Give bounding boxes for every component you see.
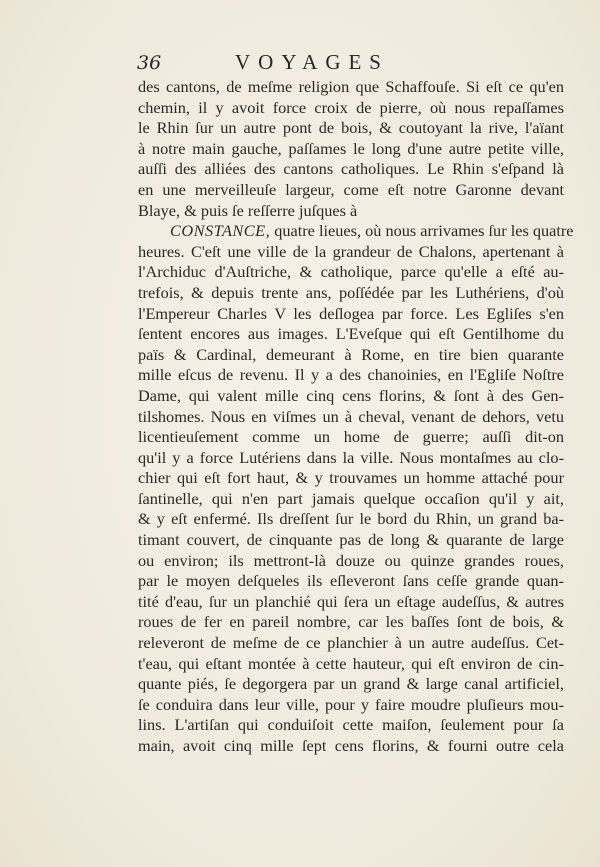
text-line: licentieuſement comme un home de guerre; auſſi dit-on	[138, 427, 564, 447]
text-line: mille eſcus de revenu. Il y a des chanoinies, en l'Egliſe Noſtre	[138, 365, 564, 385]
text-line: heures. C'eſt une ville de la grandeur de Chalons, apertenant à	[138, 241, 564, 261]
page-number: 36	[137, 52, 162, 74]
running-title: VOYAGES	[234, 50, 389, 74]
text-line: tilshomes. Nous en viſmes un à cheval, venant de dehors, vetu	[138, 406, 564, 426]
text-line: chemin, il y avoit force croix de pierre, où nous repaſſames	[138, 97, 564, 117]
text-line: roues de fer en pareil nombre, car les baſſes ſont de bois, &	[138, 612, 564, 632]
text-line: en une merveilleuſe largeur, come eſt notre Garonne devant	[138, 179, 564, 199]
text-line: ou environ; ils mettront-là douze ou quinze grandes roues,	[138, 550, 564, 570]
text-line-rest: quatre lieues, où nous arrivames ſur les quatre	[274, 221, 574, 241]
paragraph-start-line	[138, 221, 574, 242]
text-line: timant couvert, de cinquante pas de long & quarante de large	[138, 530, 564, 550]
text-line: tité d'eau, ſur un planchié qui ſera un eſtage audeſſus, & autres	[138, 591, 564, 611]
text-line: ſentent encores aus images. L'Eveſque qui eſt Gentilhome du	[138, 324, 564, 344]
text-line: quante piés, ſe degorgera par un grand & large canal artificiel,	[138, 674, 564, 694]
text-line: trefois, & depuis trente ans, poſſédée par les Luthériens, d'où	[138, 282, 564, 302]
body-text	[138, 77, 574, 757]
text-line: à notre main gauche, paſſames le long d'une autre petite ville,	[138, 138, 564, 158]
text-line: par le moyen deſqueles ils eſleveront ſans ceſſe grande quan-	[138, 571, 564, 591]
text-line: qu'il y a force Lutériens dans la ville. Nous montaſmes au clo-	[138, 447, 564, 467]
text-line: chier qui eſt fort haut, & y trouvames un homme attaché pour	[138, 468, 564, 488]
text-line: main, avoit cinq mille ſept cens florins, & fourni outre cela	[138, 736, 564, 755]
text-line: Blaye, & puis ſe reſſerre juſques à	[138, 200, 358, 220]
text-line: auſſi des alliées des cantons catholiques. Le Rhin s'eſpand là	[138, 159, 564, 179]
text-line: t'eau, qui eſtant montée à cette hauteur, qui eſt environ de cin-	[138, 653, 564, 673]
text-line: le Rhin ſur un autre pont de bois, & coutoyant la rive, l'aïant	[138, 118, 564, 138]
text-line: païs & Cardinal, demeurant à Rome, en tire bien quarante	[138, 344, 564, 364]
text-line: l'Archiduc d'Auſtriche, & catholique, parce qu'elle a eſté au-	[138, 262, 564, 282]
text-line: ſantinelle, qui n'en part jamais quelque occaſion qu'il y ait,	[138, 488, 564, 508]
text-line: des cantons, de meſme religion que Schaffouſe. Si eſt ce qu'en	[138, 77, 564, 96]
place-name-constance: CONSTANCE,	[170, 221, 271, 241]
text-line: releveront de meſme de ce planchier à un autre audeſſus. Cet-	[138, 633, 564, 653]
text-line: Dame, qui valent mille cinq cens florins, & ſont à des Gen-	[138, 385, 564, 405]
text-line: lins. L'artiſan qui conduiſoit cette maiſon, ſeulement pour ſa	[138, 715, 564, 735]
page-header	[0, 48, 600, 78]
text-line: l'Empereur Charles V les deſlogea par force. Les Egliſes s'en	[138, 303, 564, 323]
text-line: & y eſt enfermé. Ils dreſſent ſur le bord du Rhin, un grand ba-	[138, 509, 564, 529]
text-line: ſe conduira dans leur ville, pour y faire moudre pluſieurs mou-	[138, 694, 564, 714]
